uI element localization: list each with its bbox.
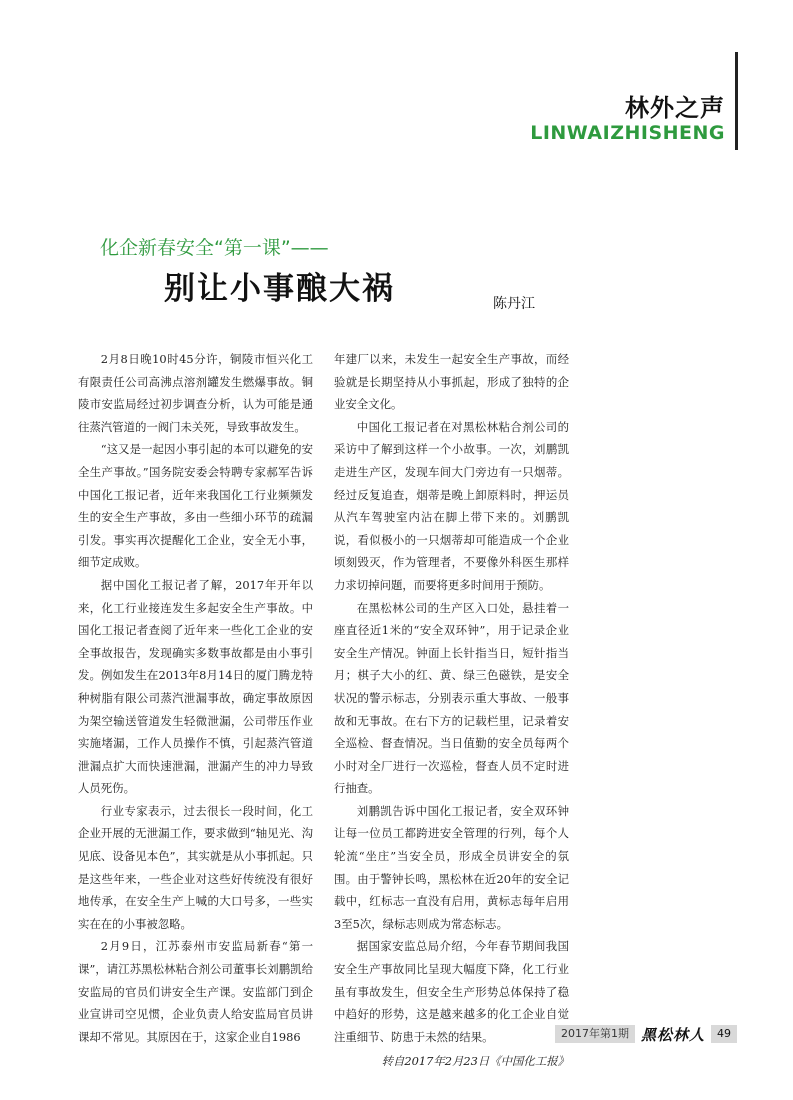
section-divider-line xyxy=(735,52,738,150)
article-paragraph: 刘鹏凯告诉中国化工报记者，安全双环钟让每一位员工都跨进安全管理的行列，每个人轮流“坐庄”当安全员，形成全员讲安全的氛围。由于警钟长鸣，黑松林在近20年的安全记载中，红标志一直没有启用，黄标志每年启用3至5次，绿标志则成为常态标志。 xyxy=(334,803,569,931)
page-footer xyxy=(555,1025,737,1043)
article-paragraph: 据国家安监总局介绍，今年春节期间我国安全生产事故同比呈现大幅度下降，化工行业虽有事故发生，但安全生产形势总体保持了稳中趋好的形势，这是越来越多的化工企业自觉注重细节、防患于未然的结果。 xyxy=(334,939,569,1044)
article-column-left xyxy=(78,348,313,1048)
article-paragraph: 据中国化工报记者了解，2017年开年以来，化工行业接连发生多起安全生产事故。中国化工报记者查阅了近年来一些化工企业的安全事故报告，发现确实多数事故都是由小事引发。例如发生在2013年8月14日的厦门腾龙特种树脂有限公司蒸汽泄漏事故，确定事故原因为架空输送管道发生轻微泄漏，公司带压作业实施堵漏，工作人员操作不慎，引起蒸汽管道泄漏点扩大而快速泄漏，泄漏产生的冲力导致人员死伤。 xyxy=(78,577,313,796)
article-paragraph: “这又是一起因小事引起的本可以避免的安全生产事故。”国务院安委会特聘专家郝军告诉中国化工报记者，近年来我国化工行业频频发生的安全生产事故，多由一些细小环节的疏漏引发。事实再次提醒化工企业，安全无小事，细节定成败。 xyxy=(78,442,313,570)
article-paragraph: 中国化工报记者在对黑松林粘合剂公司的采访中了解到这样一个小故事。一次，刘鹏凯走进生产区，发现车间大门旁边有一只烟蒂。经过反复追查，烟蒂是晚上卸原料时，押运员从汽车驾驶室内沾在脚上带下来的。刘鹏凯说，看似极小的一只烟蒂却可能造成一个企业顷刻毁灭，作为管理者，不要像外科医生那样力求切掉问题，而要将更多时间用于预防。 xyxy=(334,419,569,592)
section-subtitle: LINWAIZHISHENG xyxy=(530,122,725,144)
article-paragraph: 2月9日，江苏泰州市安监局新春“第一课”，请江苏黑松林粘合剂公司董事长刘鹏凯给安监局的官员们讲安全生产课。安监部门到企业宣讲司空见惯，企业负责人给安监局官员讲课却不常见。其原因在于，这家企业自1986 xyxy=(78,939,313,1044)
article-paragraph: 行业专家表示，过去很长一段时间，化工企业开展的无泄漏工作，要求做到“轴见光、沟见底、设备见本色”，其实就是从小事抓起。只是这些年来，一些企业对这些好传统没有很好地传承，在安全生产上喊的大口号多，一些实实在在的小事被忽略。 xyxy=(78,803,313,931)
article-author: 陈丹江 xyxy=(493,296,535,312)
article-paragraph: 2月8日晚10时45分许，铜陵市恒兴化工有限责任公司高沸点溶剂罐发生燃爆事故。铜陵市安监局经过初步调查分析，认为可能是通往蒸汽管道的一阀门未关死，导致事故发生。 xyxy=(78,352,313,434)
article-kicker: 化企新春安全“第一课”—— xyxy=(100,237,329,259)
footer-issue: 2017年第1期 xyxy=(555,1025,635,1043)
article-source: 转自2017年2月23日《中国化工报》 xyxy=(381,1054,569,1069)
article-paragraph-continued: 年建厂以来，未发生一起安全生产事故，而经验就是长期坚持从小事抓起，形成了独特的企业安全文化。 xyxy=(334,352,569,412)
article-paragraph: 在黑松林公司的生产区入口处，悬挂着一座直径近1米的“安全双环钟”，用于记录企业安全生产情况。钟面上长针指当日，短针指当月；棋子大小的红、黄、绿三色磁铁，是安全状况的警示标志，分别表示重大事故、一般事故和无事故。在右下方的记载栏里，记录着安全巡检、督查情况。当日值勤的安全员每两个小时对全厂进行一次巡检，督查人员不定时进行抽查。 xyxy=(334,600,569,796)
article-column-right xyxy=(334,348,569,1073)
page-number: 49 xyxy=(711,1025,737,1043)
section-title: 林外之声 xyxy=(625,94,725,122)
article-headline: 别让小事酿大祸 xyxy=(164,271,395,307)
magazine-logo: 黑松林人 xyxy=(641,1025,706,1044)
